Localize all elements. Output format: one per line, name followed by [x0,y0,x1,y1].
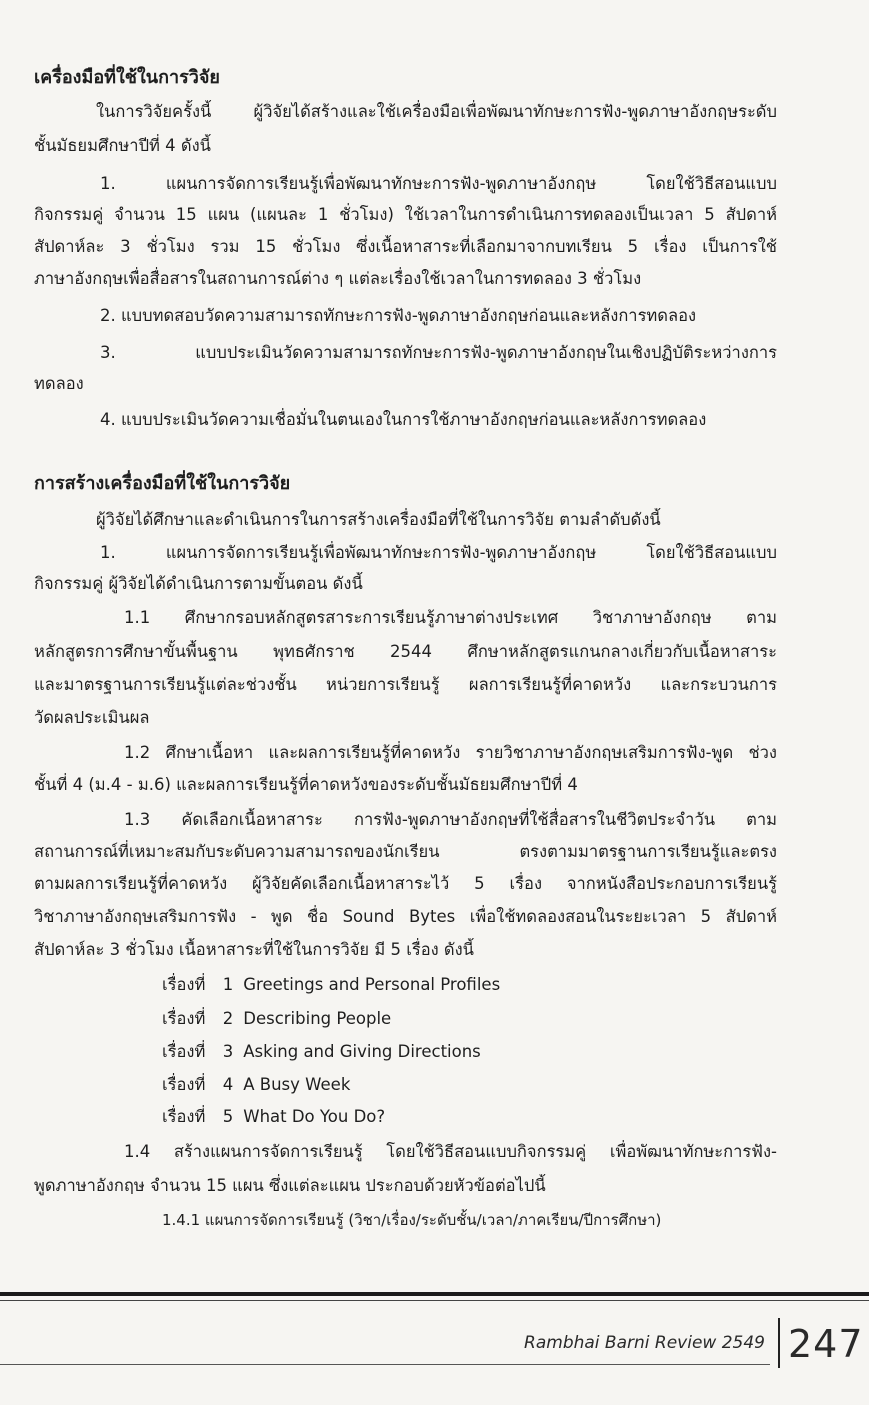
story-list-item [162,973,500,997]
paragraph-line: ชั้นมัธยมศึกษาปีที่ 4 ดังนี้ [34,136,211,155]
sub-item-line: วิชาภาษาอังกฤษเสริมการฟัง - พูด ชื่อ Sound Bytes เพื่อใช้ทดลองสอนในระยะเวลา 5 สัปดาห์ [34,907,777,926]
footer-rule-thin [0,1300,869,1301]
paragraph-line: ผู้วิจัยได้ศึกษาและดำเนินการในการสร้างเครื่องมือที่ใช้ในการวิจัย ตามลำดับดังนี้ [96,510,661,529]
sub-item-line: ตามผลการเรียนรู้ที่คาดหวัง ผู้วิจัยคัดเลือกเนื้อหาสาระไว้ 5 เรื่อง จากหนังสือประกอบการเรียนรู้ [34,874,777,893]
sub-item-line: หลักสูตรการศึกษาขั้นพื้นฐาน พุทธศักราช 2544 ศึกษาหลักสูตรแกนกลางเกี่ยวกับเนื้อหาสาระ [34,642,777,661]
paragraph-line: ในการวิจัยครั้งนี้ ผู้วิจัยได้สร้างและใช้เครื่องมือเพื่อพัฒนาทักษะการฟัง-พูดภาษาอังกฤษระดับ [96,102,777,121]
sub-item-line: และมาตรฐานการเรียนรู้แต่ละช่วงชั้น หน่วยการเรียนรู้ ผลการเรียนรู้ที่คาดหวัง และกระบวนการ [34,675,777,694]
list-item-line: 3. แบบประเมินวัดความสามารถทักษะการฟัง-พูดภาษาอังกฤษในเชิงปฏิบัติระหว่างการ [100,343,777,362]
footer-underline [0,1364,770,1365]
list-item-line: 1. แผนการจัดการเรียนรู้เพื่อพัฒนาทักษะการฟัง-พูดภาษาอังกฤษ โดยใช้วิธีสอนแบบ [100,174,777,193]
story-title: Describing People [243,1009,392,1028]
story-number: 4 [222,1075,234,1094]
page-number: 247 [788,1322,864,1366]
sub-item-line: 1.1 ศึกษากรอบหลักสูตรสาระการเรียนรู้ภาษาต่างประเทศ วิชาภาษาอังกฤษ ตาม [124,608,777,627]
list-item-line: 1. แผนการจัดการเรียนรู้เพื่อพัฒนาทักษะการฟัง-พูดภาษาอังกฤษ โดยใช้วิธีสอนแบบ [100,543,777,562]
list-item-line: กิจกรรมคู่ จำนวน 15 แผน (แผนละ 1 ชั่วโมง) ใช้เวลาในการดำเนินการทดลองเป็นเวลา 5 สัปดาห์ [34,205,777,224]
sub-item-line: ชั้นที่ 4 (ม.4 - ม.6) และผลการเรียนรู้ที่คาดหวังของระดับชั้นมัธยมศึกษาปีที่ 4 [34,775,578,794]
sub-item-line: 1.4 สร้างแผนการจัดการเรียนรู้ โดยใช้วิธีสอนแบบกิจกรรมคู่ เพื่อพัฒนาทักษะการฟัง- [124,1142,777,1161]
story-list-item [162,1105,385,1129]
story-list-item [162,1040,481,1064]
section-heading-instruments: เครื่องมือที่ใช้ในการวิจัย [34,67,220,88]
page-number-divider [778,1318,780,1368]
list-item-line: สัปดาห์ละ 3 ชั่วโมง รวม 15 ชั่วโมง ซึ่งเนื้อหาสาระที่เลือกมาจากบทเรียน 5 เรื่อง เป็นการใช้ [34,237,777,256]
story-title: A Busy Week [243,1075,351,1094]
sub-item-line: 1.2 ศึกษาเนื้อหา และผลการเรียนรู้ที่คาดหวัง รายวิชาภาษาอังกฤษเสริมการฟัง-พูด ช่วง [124,743,777,762]
story-title: What Do You Do? [243,1107,386,1126]
story-label: เรื่องที่ [162,1042,206,1061]
story-number: 5 [222,1107,234,1126]
story-number: 1 [222,975,234,994]
footer-rule-thick [0,1292,869,1296]
story-label: เรื่องที่ [162,975,206,994]
sub-item-line: สัปดาห์ละ 3 ชั่วโมง เนื้อหาสาระที่ใช้ในการวิจัย มี 5 เรื่อง ดังนี้ [34,940,474,959]
story-list-item [162,1073,350,1097]
section-heading-construction: การสร้างเครื่องมือที่ใช้ในการวิจัย [34,473,291,494]
story-number: 2 [222,1009,234,1028]
story-title: Asking and Giving Directions [243,1042,481,1061]
list-item-line: ภาษาอังกฤษเพื่อสื่อสารในสถานการณ์ต่าง ๆ แต่ละเรื่องใช้เวลาในการทดลอง 3 ชั่วโมง [34,269,642,288]
journal-title: Rambhai Barni Review 2549 [524,1333,765,1353]
story-list-item [162,1007,391,1031]
list-item-line: ทดลอง [34,374,84,393]
list-item-line: กิจกรรมคู่ ผู้วิจัยได้ดำเนินการตามขั้นตอน ดังนี้ [34,574,363,593]
story-label: เรื่องที่ [162,1107,206,1126]
sub-sub-item-line: 1.4.1 แผนการจัดการเรียนรู้ (วิชา/เรื่อง/ระดับชั้น/เวลา/ภาคเรียน/ปีการศึกษา) [162,1211,662,1229]
list-item-line: 4. แบบประเมินวัดความเชื่อมั่นในตนเองในการใช้ภาษาอังกฤษก่อนและหลังการทดลอง [100,410,707,429]
list-item-line: 2. แบบทดสอบวัดความสามารถทักษะการฟัง-พูดภาษาอังกฤษก่อนและหลังการทดลอง [100,306,697,325]
story-title: Greetings and Personal Profiles [243,975,501,994]
sub-item-line: สถานการณ์ที่เหมาะสมกับระดับความสามารถของนักเรียน ตรงตามมาตรฐานการเรียนรู้และตรง [34,842,777,861]
story-label: เรื่องที่ [162,1009,206,1028]
sub-item-line: พูดภาษาอังกฤษ จำนวน 15 แผน ซึ่งแต่ละแผน ประกอบด้วยหัวข้อต่อไปนี้ [34,1176,546,1195]
story-label: เรื่องที่ [162,1075,206,1094]
sub-item-line: 1.3 คัดเลือกเนื้อหาสาระ การฟัง-พูดภาษาอังกฤษที่ใช้สื่อสารในชีวิตประจำวัน ตาม [124,810,777,829]
story-number: 3 [222,1042,234,1061]
sub-item-line: วัดผลประเมินผล [34,708,150,727]
